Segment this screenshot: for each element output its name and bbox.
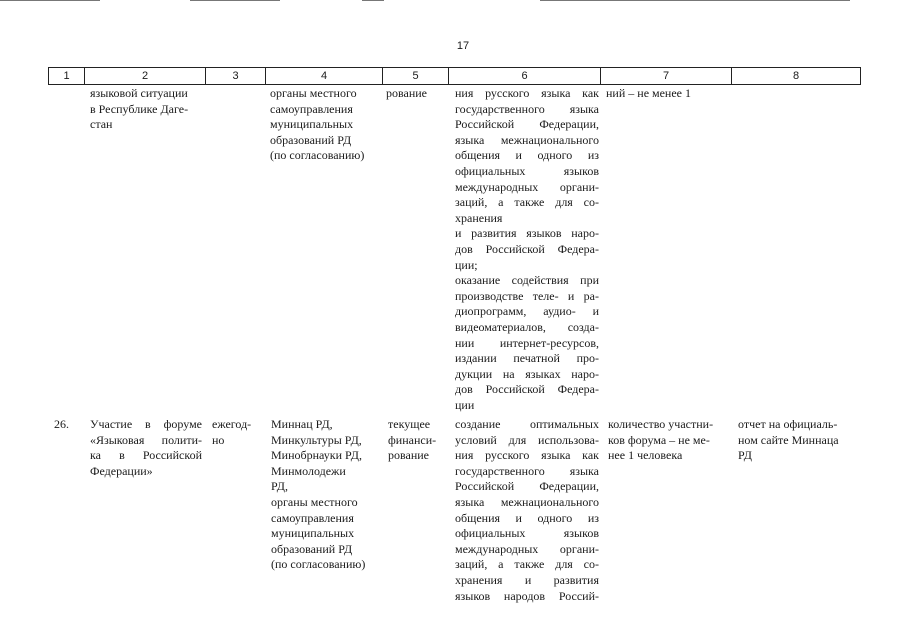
continued-row-col4: органы местного самоуправления муниципальных образований РД (по согласованию)	[270, 86, 365, 163]
column-number-7: 7	[662, 70, 670, 82]
column-number-3: 3	[232, 70, 239, 82]
table-top-rule	[48, 67, 861, 68]
column-number-5: 5	[412, 70, 419, 82]
row-26-period: ежегод- но	[212, 417, 252, 447]
row-26-event: Участие в форуме «Языковая полити- ка в Российской Федерации»	[90, 417, 202, 478]
scan-artifact	[0, 0, 100, 1]
row-26-financing: текущее финанси- рование	[388, 417, 437, 463]
row-26-number: 26.	[54, 417, 69, 431]
page-number: 17	[456, 40, 470, 52]
row-26-indicator: количество участни- ков форума – не ме- нее 1 человека	[608, 417, 714, 463]
column-number-4: 4	[320, 70, 328, 82]
column-number-6: 6	[521, 70, 528, 82]
column-number-8: 8	[792, 70, 800, 82]
row-26-result: отчет на официаль- ном сайте Миннаца РД	[738, 417, 839, 463]
continued-row-col2: языковой ситуации в Республике Даге- стан	[90, 86, 189, 132]
row-26-executors: Миннац РД, Минкультуры РД, Минобрнауки РД, Минмолодежи РД, органы местного самоуправления муниципальных образований РД (по согласованию)	[271, 417, 366, 572]
scan-artifact	[540, 0, 850, 1]
header-bottom-rule	[48, 84, 861, 85]
row-26-purpose: создание оптимальных условий для использова- ния русского языка как государственного языка Российской Федерации, языка межнационального общения и одного из официальных языков международных органи- заций, а также для со- хранения и развития языков народов Россий-	[455, 417, 599, 603]
column-number-2: 2	[141, 70, 149, 82]
scan-artifact	[190, 0, 280, 1]
continued-row-col5: рование	[386, 86, 428, 100]
scan-artifact	[362, 0, 384, 1]
column-number-1: 1	[63, 70, 70, 82]
header-separator	[860, 67, 861, 85]
continued-row-col7: ний – не менее 1	[606, 86, 692, 100]
continued-row-col6: ния русского языка как государственного языка Российской Федерации, языка межнационального общения и одного из официальных языков международных органи- заций, а также для со- хранения и развития языков наро- дов Российской Федера- ции; оказание содействия при производстве теле- и ра- диопрограмм, аудио- и видеоматериалов, созда- нии интернет-ресурсов, издании печатной про- дукции на языках наро- дов Российской Федера- ции	[455, 86, 599, 412]
